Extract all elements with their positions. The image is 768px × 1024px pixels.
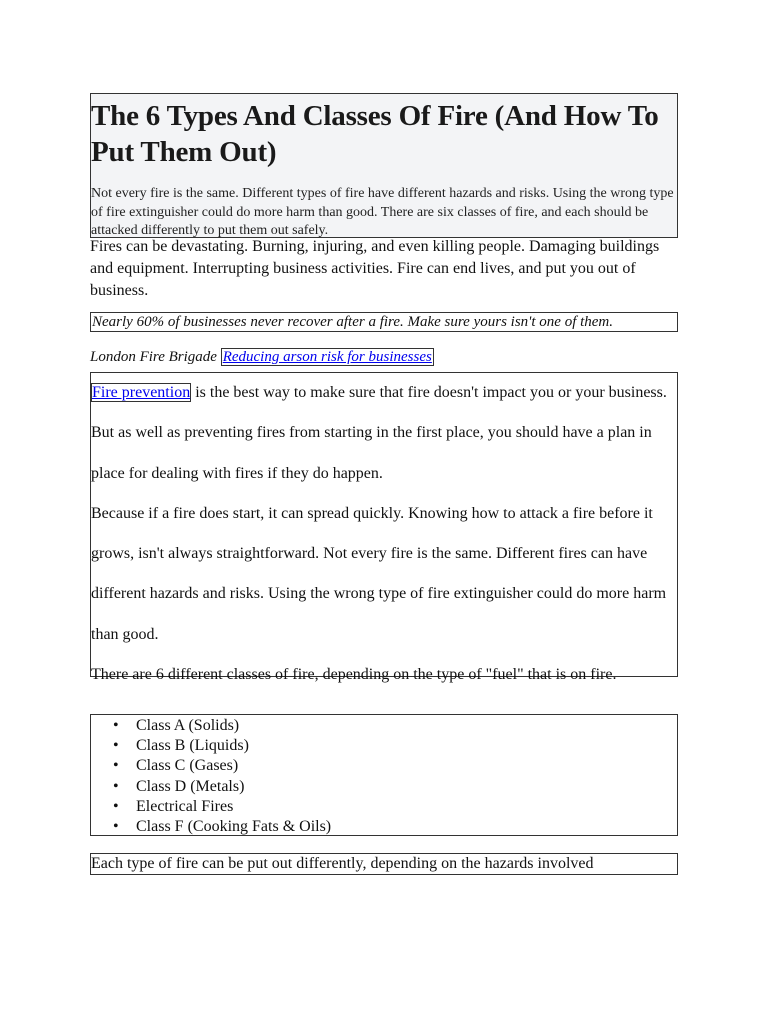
prevention-paragraph-1-text: is the best way to make sure that fire doesn't impact you or your business. But as well as preventing fires from starting in the first place, you should have a plan in place for dealing with fires if they do happen. (91, 384, 667, 482)
page-subtitle: Not every fire is the same. Different types of fire have different hazards and risks. Using the wrong type of fire extinguisher could do more harm than good. There are six classes of fire, and each should be attacked differently to put them out safely. (91, 186, 674, 238)
pull-quote: Nearly 60% of businesses never recover after a fire. Make sure yours isn't one of them. (90, 312, 678, 332)
quote-source (90, 347, 678, 367)
list-item: • Class D (Metals) (136, 777, 677, 797)
fire-classes-list-box (90, 714, 678, 836)
prevention-paragraph-1 (91, 373, 677, 494)
fire-classes-list (91, 716, 677, 837)
article-header (90, 93, 678, 238)
list-item: • Class F (Cooking Fats & Oils) (136, 817, 677, 837)
fire-prevention-link[interactable]: Fire prevention (92, 384, 191, 401)
list-item: • Electrical Fires (136, 797, 677, 817)
page-title: The 6 Types And Classes Of Fire (And How To Put Them Out) (91, 100, 659, 168)
quote-author: London Fire Brigade (90, 349, 217, 365)
closing-paragraph: Each type of fire can be put out differently, depending on the hazards involved (90, 853, 678, 875)
prevention-section (90, 372, 678, 684)
intro-paragraph: Fires can be devastating. Burning, injuring, and even killing people. Damaging buildings and equipment. Interrupting business activities. Fire can end lives, and put you out of business. (90, 238, 660, 299)
prevention-paragraph-2: Because if a fire does start, it can spread quickly. Knowing how to attack a fire before it grows, isn't always straightforward. Not every fire is the same. Different fires can have different hazards and risks. Using the wrong type of fire extinguisher could do more harm than good. (91, 504, 667, 643)
prevention-paragraph-3: There are 6 different classes of fire, depending on the type of "fuel" that is on fire. (91, 666, 617, 684)
arson-risk-link[interactable]: Reducing arson risk for businesses (222, 349, 432, 365)
list-item: • Class C (Gases) (136, 756, 677, 776)
list-item: • Class B (Liquids) (136, 736, 677, 756)
list-item: • Class A (Solids) (136, 716, 677, 736)
